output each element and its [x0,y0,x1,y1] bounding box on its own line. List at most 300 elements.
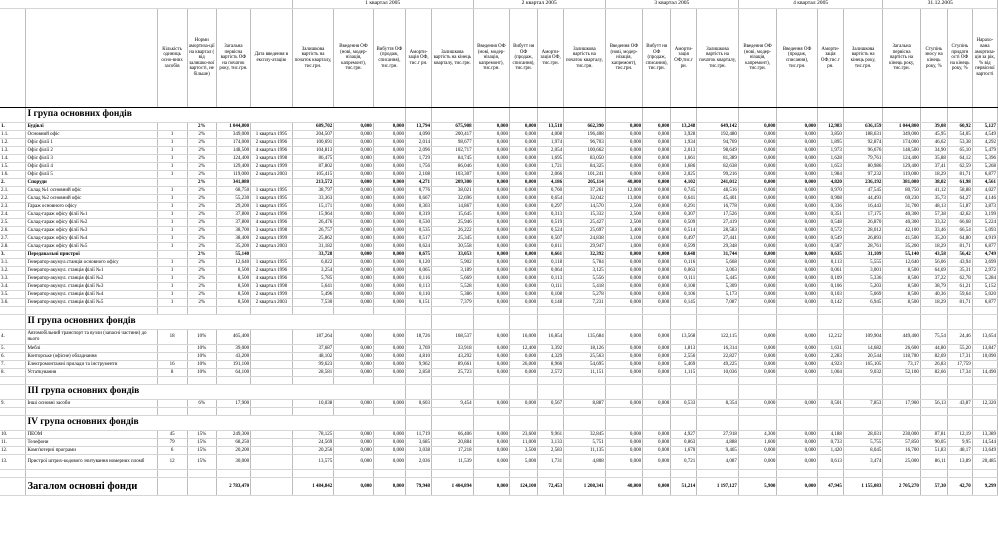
data-cell: 86,046 [432,163,474,171]
data-cell: 0,000 [643,251,671,259]
data-cell: 15,332 [564,211,606,219]
data-cell: 15,645 [432,211,474,219]
blank-cell [473,307,509,315]
data-cell: 349,000 [216,131,250,139]
data-cell: 16,854 [538,330,564,345]
blank-cell [432,416,474,431]
total-cell: 0,000 [473,478,509,496]
blank-cell [697,385,739,400]
column-header [0,9,26,108]
blank-cell [406,108,432,123]
data-cell: 0,000 [510,227,538,235]
blank-cell [605,416,642,431]
asset-name: Основний офіс [26,131,157,139]
data-cell: 5,555 [843,259,883,267]
data-cell: 2% [187,171,216,179]
data-cell: 0,000 [777,291,818,299]
asset-name: ПЕОМ [26,431,157,439]
total-cell: 47,945 [817,478,843,496]
data-cell: 16,314 [697,345,739,353]
blank-cell [538,307,564,315]
data-cell: 5,751 [564,439,606,447]
data-cell: 55,140 [216,251,250,259]
blank-cell [920,108,947,123]
blank-cell [643,307,671,315]
data-cell: 2,283 [817,353,843,361]
data-cell: 5,309 [697,283,739,291]
data-cell: 5,173 [697,291,739,299]
data-cell: 0,000 [334,163,374,171]
data-cell: 5,556 [564,275,606,283]
data-cell: 0,000 [510,243,538,251]
data-cell: 0,000 [510,171,538,179]
blank-cell [643,470,671,478]
data-cell: 10,090 [972,353,997,361]
data-cell: 5,093 [972,227,997,235]
data-cell: 4 квартал 1996 [251,219,293,227]
blank-cell [0,416,26,431]
data-cell: 0,000 [473,147,509,155]
data-cell: 101,241 [564,171,606,179]
data-cell: 0,000 [334,345,374,353]
data-cell: 81,71 [947,299,972,307]
data-cell: 48,17 [947,447,972,455]
blank-cell [334,408,374,416]
data-cell: 230,000 [883,431,920,439]
data-cell: 4,561 [972,179,997,187]
data-cell: 0,000 [334,227,374,235]
data-cell: 62,59 [947,163,972,171]
blank-cell [473,470,509,478]
data-cell: 16,778 [697,203,739,211]
data-cell: 16 [157,361,187,369]
blank-cell [817,108,843,123]
data-cell: 5,152 [972,283,997,291]
data-cell: 4,549 [972,131,997,139]
data-cell: 2% [187,179,216,187]
blank-cell [510,315,538,330]
data-cell: 8,500 [216,267,250,275]
data-cell: 64,27 [947,195,972,203]
data-cell: 0,000 [738,195,776,203]
data-cell: 0,000 [643,447,671,455]
data-cell: 8,500 [216,283,250,291]
row-number: 1.6. [0,171,26,179]
data-cell: 1 квартал 1995 [251,203,293,211]
data-cell: 0,776 [406,187,432,195]
blank-cell [883,408,920,416]
data-cell: 13,568 [671,330,697,345]
table-row [0,219,998,227]
data-cell: 0,000 [738,147,776,155]
data-cell: 0,113 [538,275,564,283]
table-row [0,447,998,455]
data-cell: 6% [187,400,216,408]
data-cell: 0,000 [373,147,405,155]
blank-cell [671,470,697,478]
data-cell: 31,182 [292,243,334,251]
total-cell: 124,100 [510,478,538,496]
blank-cell [777,416,818,431]
data-cell: 0,000 [605,447,642,455]
asset-name: Генератор-акумул. станція філії №2 [26,275,157,283]
data-cell: 8,045 [843,447,883,455]
data-cell: 2% [187,131,216,139]
blank-cell [0,307,26,315]
data-cell: 12,000 [605,187,642,195]
data-cell: 0,000 [777,330,818,345]
data-cell: 4,300 [738,431,776,439]
blank-cell [697,408,739,416]
spacer-row [0,408,998,416]
data-cell: 0,000 [738,291,776,299]
data-cell: 0,587 [817,243,843,251]
data-cell: 196,408 [564,131,606,139]
data-cell: 5,224 [972,219,997,227]
data-cell: 2 квартал 2003 [251,243,293,251]
data-cell: 4,820 [817,179,843,187]
data-cell: 62,78 [947,275,972,283]
data-cell: 3,400 [605,227,642,235]
blank-cell [473,385,509,400]
column-header: Аморти-зація ОФ, тис.г рн. [406,9,432,108]
data-cell: 0,000 [334,283,374,291]
data-cell: 9,962 [406,361,432,369]
blank-cell [947,315,972,330]
data-cell: 11,719 [406,431,432,439]
data-cell: 0,000 [473,455,509,470]
data-cell: 5,784 [564,259,606,267]
data-cell: 44,493 [843,195,883,203]
data-cell: 0,000 [738,361,776,369]
column-header: Залишкова вартість на початок кварталу, тис.грн. [564,9,606,108]
data-cell: 8,500 [216,299,250,307]
data-cell: 10,036 [697,369,739,377]
blank-cell [947,408,972,416]
data-cell: 1,004 [817,369,843,377]
data-cell: 65,10 [947,147,972,155]
blank-cell [334,470,374,478]
data-cell: 0,000 [777,147,818,155]
data-cell: 2% [187,203,216,211]
group-header-row [0,108,998,123]
table-row [0,361,998,369]
data-cell: 1,974 [538,139,564,147]
data-cell: 0,000 [738,139,776,147]
data-cell: 0,000 [373,299,405,307]
data-cell: 1,631 [817,345,843,353]
data-cell: 0,000 [738,155,776,163]
table-row [0,171,998,179]
data-cell: 0,064 [538,267,564,275]
blank-cell [473,315,509,330]
data-cell: 0,613 [817,455,843,470]
blank-cell [883,470,920,478]
data-cell: 18,29 [920,243,947,251]
data-cell: 33,32 [920,219,947,227]
data-cell: 38,700 [216,227,250,235]
column-header: Норми амортиза-ції на квартал ( від залишко-вої вартості, не більше) [187,9,216,108]
blank-cell [605,470,642,478]
data-cell: 32,696 [432,195,474,203]
data-cell: 0,000 [643,187,671,195]
data-cell: 57,850 [883,439,920,447]
data-cell: 25,345 [432,235,474,243]
blank-cell [697,307,739,315]
data-cell: 0,000 [473,243,509,251]
column-header: Аморти-зація ОФ,тис.г рн. [817,9,843,108]
data-cell: 0,000 [473,275,509,283]
data-cell: 14,570 [564,203,606,211]
blank-cell [406,470,432,478]
data-cell: 1,731 [538,455,564,470]
data-cell: 109,904 [843,330,883,345]
data-cell: 0,000 [605,259,642,267]
data-cell [157,123,187,131]
data-cell: 0,501 [817,400,843,408]
data-cell: 4,027 [972,187,997,195]
data-cell: 0,635 [817,251,843,259]
period-label: 31.12.2005 [883,0,998,9]
data-cell: 5,396 [972,155,997,163]
data-cell: 1,653 [817,163,843,171]
data-cell: 0,000 [738,187,776,195]
data-cell: 0,000 [334,203,374,211]
blank-cell [334,307,374,315]
group-title: I група основних фондів [26,108,406,123]
blank-cell [251,470,293,478]
data-cell: 0,535 [406,227,432,235]
data-cell: 12,983 [817,123,843,131]
blank-cell [777,470,818,478]
data-cell: 0,000 [738,243,776,251]
data-cell: 0,908 [817,195,843,203]
data-cell: 0,000 [473,447,509,455]
data-cell: 5,000 [510,455,538,470]
data-cell: 35,200 [216,243,250,251]
data-cell: 0,000 [373,283,405,291]
data-cell: 18,29 [920,299,947,307]
data-cell: 0,000 [605,155,642,163]
blank-cell [216,470,250,478]
data-cell: 0,000 [738,345,776,353]
data-cell: 20,200 [216,447,250,455]
data-cell: 0,000 [334,330,374,345]
data-cell: 349,000 [883,131,920,139]
data-cell: 2% [187,283,216,291]
total-cell: 0,000 [643,478,671,496]
blank-cell [972,108,997,123]
data-cell: 24,569 [292,439,334,447]
blank-cell [697,377,739,385]
asset-name: Устаткування [26,369,157,377]
column-header: Загальна первісна вартість ОФ на початок року, тис.грн. [216,9,250,108]
data-cell: 0,000 [473,267,509,275]
data-cell: 0,000 [777,361,818,369]
data-cell: 14,490 [972,369,997,377]
data-cell: 5,278 [564,291,606,299]
data-cell: 47,545 [843,187,883,195]
total-title: Загалом основні фонди [26,478,157,496]
data-cell: 5,069 [843,291,883,299]
data-cell: 0,530 [406,219,432,227]
data-cell: 0,000 [643,243,671,251]
data-cell: 10% [187,345,216,353]
data-cell: 73,17 [883,361,920,369]
data-cell: 31,700 [883,203,920,211]
data-cell: 4,808 [564,455,606,470]
blank-cell [605,108,642,123]
data-cell: 0,000 [643,353,671,361]
data-cell: 38,797 [292,187,334,195]
data-cell: 2,066 [538,171,564,179]
data-cell: 10% [187,330,216,345]
data-cell [251,431,293,439]
blank-cell [920,307,947,315]
data-cell: 1,686 [671,163,697,171]
subtotal-row [0,123,998,131]
data-cell: 187,264 [292,330,334,345]
data-cell: 55,140 [883,251,920,259]
data-cell: 8,500 [216,291,250,299]
data-cell: 12,19 [947,431,972,439]
data-cell: 636,159 [843,123,883,131]
data-cell: 1 [157,155,187,163]
data-cell: 0,000 [373,259,405,267]
data-cell: 35,73 [920,195,947,203]
data-cell: 8,354 [697,400,739,408]
data-cell: 2 квартал 1996 [251,139,293,147]
data-cell: 1,813 [671,345,697,353]
blank-cell [605,377,642,385]
data-cell: 12,640 [216,259,250,267]
data-cell: 1 [157,283,187,291]
asset-name: Склад №1 основний офіс [26,187,157,195]
data-cell: 0,000 [605,330,642,345]
data-cell: 5,469 [671,361,697,369]
blank-cell [538,408,564,416]
data-cell: 6,877 [972,171,997,179]
table-row [0,195,998,203]
data-cell: 0,000 [738,171,776,179]
data-cell: 2 квартал 1999 [251,235,293,243]
data-cell: 79 [157,439,187,447]
data-cell: 38,021 [432,187,474,195]
data-cell: 213,572 [292,179,334,187]
data-cell: 1,756 [406,163,432,171]
data-cell: 0,000 [373,275,405,283]
data-cell: 37,41 [920,163,947,171]
data-cell: 18 [157,330,187,345]
data-cell: 26,757 [292,227,334,235]
data-cell: 25,697 [564,227,606,235]
data-cell: 122,115 [697,330,739,345]
data-cell: 17,759 [947,361,972,369]
blank-cell [972,307,997,315]
data-cell: 1 [157,275,187,283]
data-cell: 51,83 [920,447,947,455]
data-cell: 0,863 [671,439,697,447]
data-cell: 0,000 [777,211,818,219]
data-cell: 28,031 [843,431,883,439]
data-cell: 3 квартал 1998 [251,155,293,163]
data-cell: 105,415 [292,171,334,179]
data-cell: 0,000 [777,259,818,267]
data-cell [157,345,187,353]
data-cell: 99,623 [292,361,334,369]
data-cell: 0,000 [334,291,374,299]
data-cell: 0,733 [817,439,843,447]
data-cell: 41,12 [920,187,947,195]
data-cell: 0,000 [738,283,776,291]
data-cell: 0,000 [777,131,818,139]
data-cell: 27,441 [697,235,739,243]
data-cell: 0,000 [738,267,776,275]
blank-cell [643,108,671,123]
data-cell: 0,000 [605,353,642,361]
data-cell: 94,769 [697,139,739,147]
data-cell: 0,000 [334,195,374,203]
data-cell: 2% [187,267,216,275]
data-cell: 75,54 [920,330,947,345]
data-cell: 8,966 [538,361,564,369]
row-number: 1.3. [0,147,26,155]
data-cell: 0,000 [738,299,776,307]
column-header [26,9,157,108]
data-cell: 1 квартал 1995 [251,195,293,203]
data-cell: 61,21 [947,283,972,291]
data-cell: 33,46 [920,227,947,235]
total-cell: 9,299 [972,478,997,496]
data-cell: 0,000 [777,219,818,227]
blank-cell [432,377,474,385]
data-cell: 0,000 [334,361,374,369]
table-row [0,155,998,163]
asset-name: Генератор-акумул. станція філії №3 [26,283,157,291]
data-cell: 0,000 [643,123,671,131]
data-cell: 0,000 [334,123,374,131]
data-cell: 0,000 [643,259,671,267]
blank-cell [432,315,474,330]
data-cell: 102,717 [432,147,474,155]
data-cell: 38,02 [920,179,947,187]
blank-cell [510,377,538,385]
data-cell: 100,691 [292,139,334,147]
data-cell: 0,000 [510,369,538,377]
data-cell: 0,116 [671,259,697,267]
data-cell: 0,113 [406,283,432,291]
data-cell: 0,549 [817,235,843,243]
data-cell: 1 [157,243,187,251]
blank-cell [432,408,474,416]
table-row [0,227,998,235]
data-cell: 2% [187,123,216,131]
column-header: Введення ОФ (нові, модер-нізація, капремонт), тис.грн. [473,9,509,108]
data-cell: 0,000 [334,171,374,179]
data-cell: 15% [187,431,216,439]
data-cell: 0,000 [777,345,818,353]
data-cell: 0,599 [671,243,697,251]
data-cell [251,361,293,369]
blank-cell [972,470,997,478]
data-cell: 0,000 [373,195,405,203]
data-cell: 5,284 [972,275,997,283]
data-cell: 0,000 [510,251,538,259]
data-cell: 2,500 [605,219,642,227]
data-cell: 1 квартал 1995 [251,259,293,267]
data-cell: 0,000 [510,353,538,361]
data-cell: 0,000 [643,439,671,447]
